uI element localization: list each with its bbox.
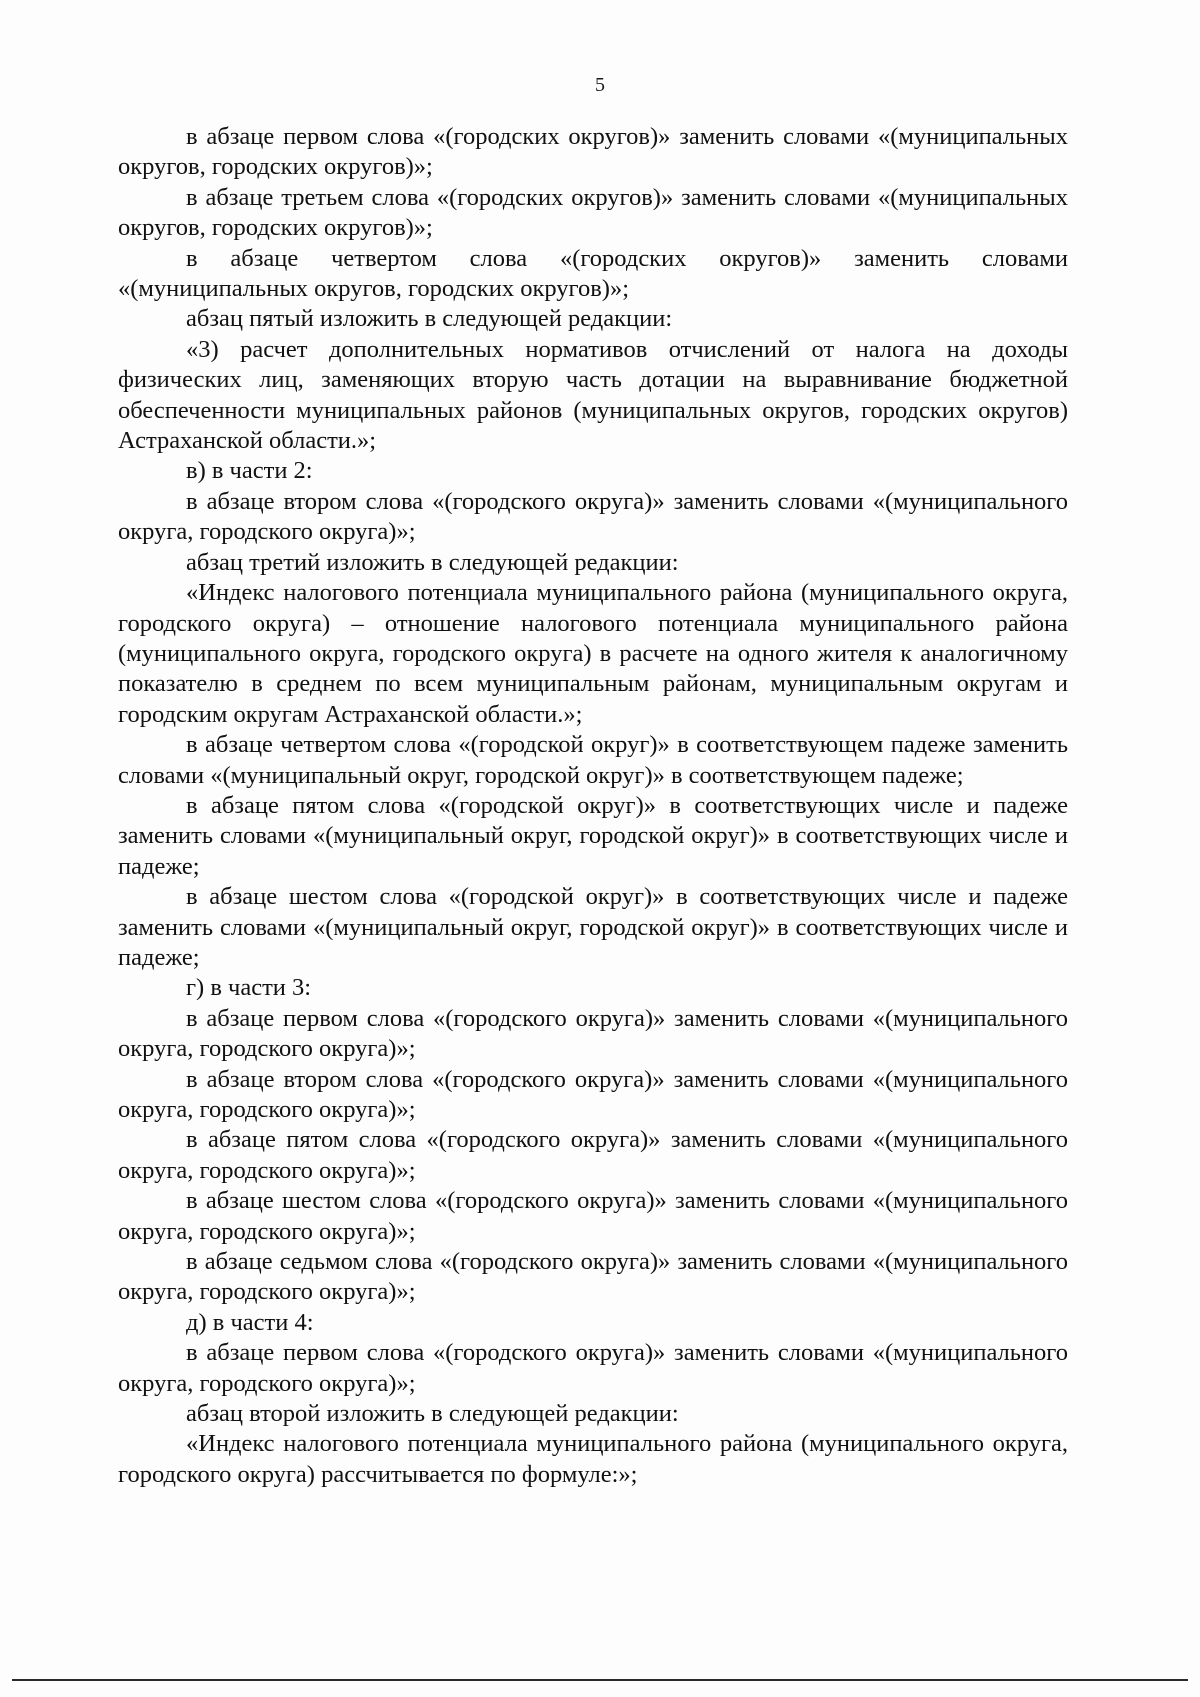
paragraph: в абзаце пятом слова «(городской округ)» в соответствующих числе и падеже заменить словами «(муниципальный округ, городской округ)» в соответствующих числе и падеже; [118, 791, 1068, 880]
paragraph: в абзаце шестом слова «(городского округа)» заменить словами «(муниципального округа, городского округа)»; [118, 1187, 1068, 1245]
paragraph: в абзаце третьем слова «(городских округов)» заменить словами «(муниципальных округов, городских округов)»; [118, 183, 1068, 242]
paragraph: в абзаце шестом слова «(городской округ)» в соответствующих числе и падеже заменить словами «(муниципальный округ, городской округ)» в соответствующих числе и падеже; [118, 883, 1068, 971]
page-number: 5 [595, 74, 605, 96]
paragraph: в абзаце седьмом слова «(городского округа)» заменить словами «(муниципального округа, городского округа)»; [118, 1248, 1068, 1306]
paragraph: «3) расчет дополнительных нормативов отчислений от налога на доходы физических лиц, заменяющих вторую часть дотации на выравнивание бюджетной обеспеченности муниципальных районов (муниципальных округов, городских округов) Астраханской области.»; [118, 335, 1068, 455]
paragraph: «Индекс налогового потенциала муниципального района (муниципального округа, городского округа) – отношение налогового потенциала муниципального района (муниципального округа, городского округа) в расчете на одного жителя к аналогичному показателю в среднем по всем муниципальным районам, муниципальным округам и городским округам Астраханской области.»; [118, 579, 1068, 728]
paragraph: абзац третий изложить в следующей редакции: [186, 548, 679, 576]
paragraph: д) в части 4: [186, 1308, 314, 1336]
paragraph: в абзаце пятом слова «(городского округа)» заменить словами «(муниципального округа, городского округа)»; [118, 1126, 1068, 1184]
paragraph: абзац пятый изложить в следующей редакции: [186, 305, 673, 333]
paragraph: в абзаце первом слова «(городского округа)» заменить словами «(муниципального округа, городского округа)»; [118, 1339, 1068, 1397]
paragraph: в абзаце четвертом слова «(городских округов)» заменить словами «(муниципальных округов, городских округов)»; [118, 244, 1068, 303]
paragraph: в абзаце втором слова «(городского округа)» заменить словами «(муниципального округа, городского округа)»; [118, 487, 1068, 546]
paragraph: «Индекс налогового потенциала муниципального района (муниципального округа, городского округа) рассчитывается по формуле:»; [118, 1430, 1068, 1488]
paragraph: в) в части 2: [186, 457, 313, 485]
document-body [118, 122, 1068, 1490]
paragraph: г) в части 3: [186, 974, 312, 1002]
paragraph: абзац второй изложить в следующей редакции: [186, 1400, 679, 1428]
paragraph: в абзаце первом слова «(городского округа)» заменить словами «(муниципального округа, городского округа)»; [118, 1004, 1068, 1063]
paragraph: в абзаце четвертом слова «(городской округ)» в соответствующем падеже заменить словами «(муниципальный округ, городской округ)» в соответствующем падеже; [118, 731, 1068, 789]
paragraph: в абзаце втором слова «(городского округа)» заменить словами «(муниципального округа, городского округа)»; [118, 1065, 1068, 1123]
paragraph: в абзаце первом слова «(городских округов)» заменить словами «(муниципальных округов, городских округов)»; [118, 123, 1068, 181]
scan-bottom-rule [12, 1679, 1188, 1681]
